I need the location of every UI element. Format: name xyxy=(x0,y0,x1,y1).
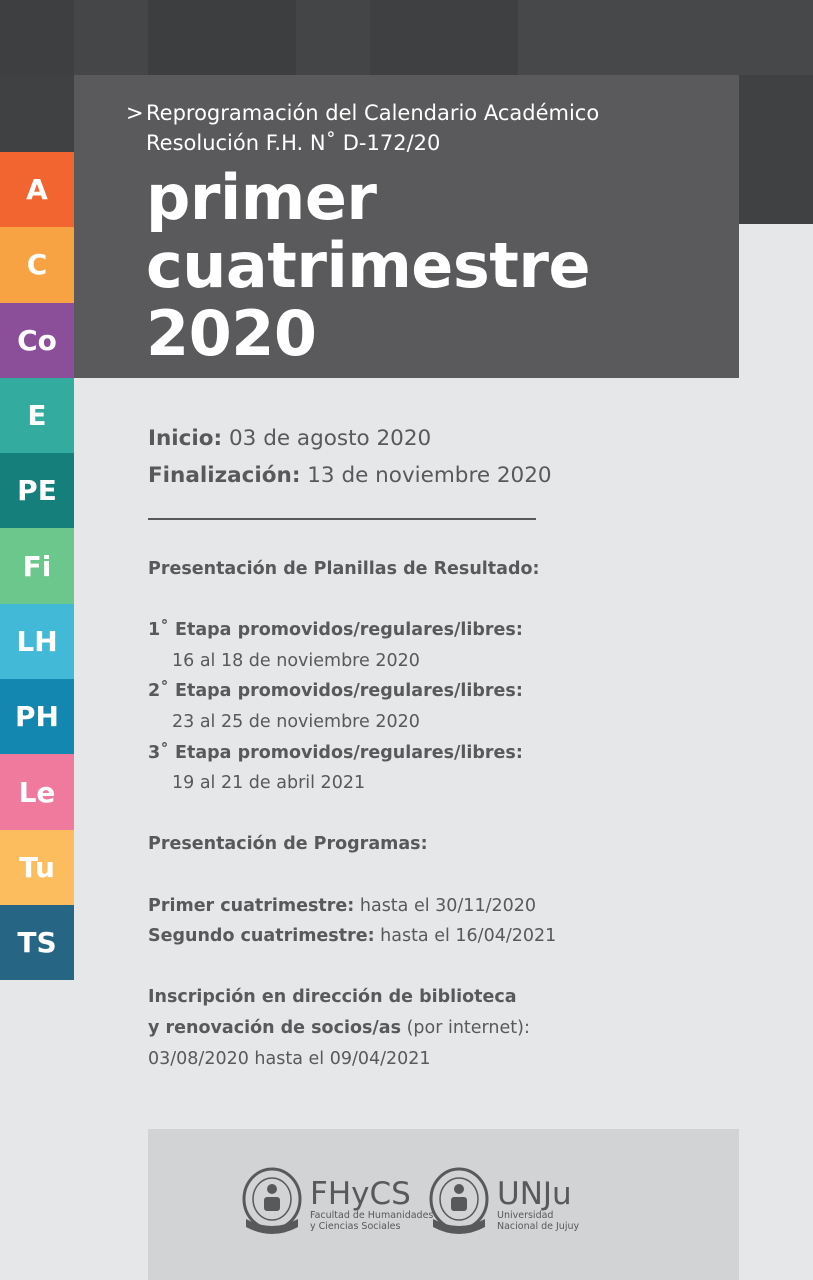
inicio-value: 03 de agosto 2020 xyxy=(222,426,432,451)
etapa-3-label: 3˚ Etapa promovidos/regulares/libres: xyxy=(148,742,523,763)
planillas-heading: Presentación de Planillas de Resultado: xyxy=(148,559,540,579)
fin-line xyxy=(148,457,738,494)
unju-sub-1: Universidad xyxy=(497,1210,554,1221)
side-tab-fi[interactable]: Fi xyxy=(0,528,74,603)
top-stripe xyxy=(296,0,370,75)
side-tab-a[interactable]: A xyxy=(0,152,74,227)
etapa-3-range: 19 al 21 de abril 2021 xyxy=(172,773,366,794)
side-tab-co[interactable]: Co xyxy=(0,303,74,378)
side-tab-le[interactable]: Le xyxy=(0,754,74,829)
title-line-3: 2020 xyxy=(146,297,317,370)
biblioteca-line-2-rest: (por internet): xyxy=(401,1017,530,1038)
side-tab-ts[interactable]: TS xyxy=(0,905,74,980)
page-title xyxy=(146,161,726,370)
side-tab-pe[interactable]: PE xyxy=(0,453,74,528)
fhycs-text xyxy=(310,1178,433,1232)
unju-abbr: UNJu xyxy=(497,1176,572,1212)
top-stripe xyxy=(74,0,148,75)
top-stripe xyxy=(370,0,518,75)
side-tab-e[interactable]: E xyxy=(0,378,74,453)
etapa-1-label: 1˚ Etapa promovidos/regulares/libres: xyxy=(148,620,523,641)
content xyxy=(148,420,738,1074)
biblioteca-line-2-bold: y renovación de socios/as xyxy=(148,1017,401,1038)
inicio-label: Inicio: xyxy=(148,426,223,451)
resolution-line-2: Resolución F.H. N˚ D-172/20 xyxy=(146,131,441,155)
segundo-label: Segundo cuatrimestre: xyxy=(148,926,375,947)
biblioteca-line-2 xyxy=(148,1013,738,1044)
side-tab-c[interactable]: C xyxy=(0,227,74,302)
fin-label: Finalización: xyxy=(148,463,301,488)
etapa-2-label: 2˚ Etapa promovidos/regulares/libres: xyxy=(148,681,523,702)
unju-text xyxy=(497,1178,579,1232)
fhycs-logo xyxy=(240,1167,433,1243)
resolution-text xyxy=(126,98,726,158)
side-tab-ph[interactable]: PH xyxy=(0,679,74,754)
side-tab-tu[interactable]: Tu xyxy=(0,830,74,905)
footer-logos xyxy=(148,1129,739,1280)
fin-value: 13 de noviembre 2020 xyxy=(300,463,552,488)
resolution-line-1: Reprogramación del Calendario Académico xyxy=(146,101,600,125)
etapa-1-range: 16 al 18 de noviembre 2020 xyxy=(172,650,420,671)
planillas-section xyxy=(148,554,738,1074)
programas-heading: Presentación de Programas: xyxy=(148,834,428,855)
primer-label: Primer cuatrimestre: xyxy=(148,895,355,916)
top-stripe xyxy=(518,0,813,75)
dates-block xyxy=(148,420,738,494)
unju-sub-2: Nacional de Jujuy xyxy=(497,1221,580,1232)
divider xyxy=(148,518,536,520)
fhycs-sub-1: Facultad de Humanidades xyxy=(310,1210,434,1221)
side-tabs xyxy=(0,152,74,980)
inicio-line xyxy=(148,420,738,457)
segundo-value: hasta el 16/04/2021 xyxy=(374,926,557,947)
top-stripe xyxy=(148,0,296,75)
side-tab-lh[interactable]: LH xyxy=(0,604,74,679)
etapa-2-range: 23 al 25 de noviembre 2020 xyxy=(172,711,420,732)
title-line-2: cuatrimestre xyxy=(146,229,591,302)
fhycs-sub-2: y Ciencias Sociales xyxy=(310,1221,401,1232)
biblioteca-line-3: 03/08/2020 hasta el 09/04/2021 xyxy=(148,1048,431,1069)
primer-value: hasta el 30/11/2020 xyxy=(354,895,537,916)
unju-seal-icon xyxy=(427,1167,491,1243)
biblioteca-line-1: Inscripción en dirección de biblioteca xyxy=(148,987,517,1008)
fhycs-seal-icon xyxy=(240,1167,304,1243)
arrow-icon: > xyxy=(126,101,144,125)
unju-logo xyxy=(427,1167,579,1243)
segundo-line xyxy=(148,921,738,952)
title-line-1: primer xyxy=(146,161,377,234)
primer-line xyxy=(148,891,738,922)
top-stripe xyxy=(0,0,74,75)
fhycs-abbr: FHyCS xyxy=(310,1176,411,1212)
